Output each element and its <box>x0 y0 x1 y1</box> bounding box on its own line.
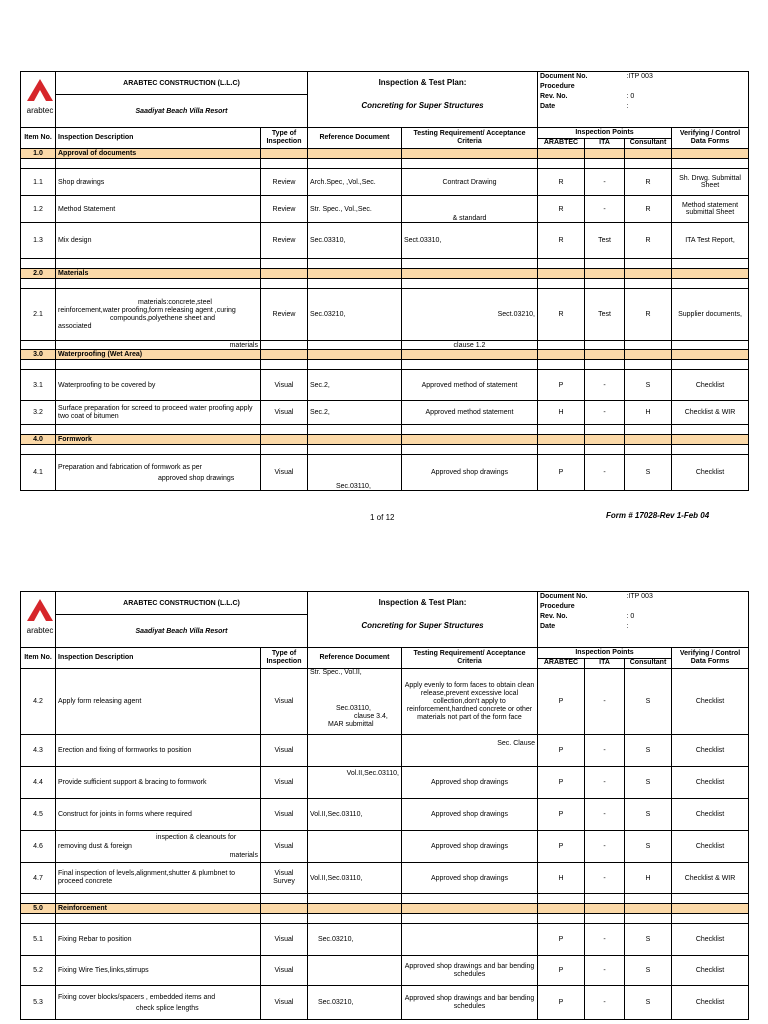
arabtec-logo-icon <box>23 77 56 121</box>
col-reference: Reference Document <box>308 648 402 669</box>
itp-page-1 <box>20 71 748 491</box>
table-row: 4.6 inspection & cleanouts for removing dust & foreign materials Visual Approved shop drawings P - S Checklist <box>21 831 749 863</box>
table-row: materials clause 1.2 <box>21 341 749 350</box>
col-type: Type of Inspection <box>261 128 308 149</box>
table-row: 4.2 Apply form releasing agent Visual Str. Spec., Vol.II, Sec.03110, clause 3.4, MAR submittal Apply evenly to form faces to obtain clean release,prevent excessive local collection,don't apply to reinforcement,hardned concrete or other materials not part of the form face P - S Checklist <box>21 669 749 735</box>
company-name: ARABTEC CONSTRUCTION (L.L.C) <box>56 72 308 95</box>
section-title: Waterproofing (Wet Area) <box>56 350 261 360</box>
table-row: 3.2 Surface preparation for screed to proceed water proofing apply two coat of bitumen Visual Sec.2, Approved method statement H - H Checklist & WIR <box>21 401 749 425</box>
rev-value: : 0 <box>626 613 635 620</box>
col-consultant: Consultant <box>625 658 672 669</box>
project-name: Saadiyat Beach Villa Resort <box>56 615 308 648</box>
itp-table-page-2 <box>20 591 749 1020</box>
date-label: Date <box>540 103 556 110</box>
rev-label: Rev. No. <box>540 613 568 620</box>
svg-text:arabtec: arabtec <box>26 625 54 635</box>
section-row: 4.0 Formwork <box>21 435 749 445</box>
col-item-no: Item No. <box>21 128 56 149</box>
arabtec-logo <box>21 592 56 648</box>
project-name: Saadiyat Beach Villa Resort <box>56 95 308 128</box>
page-number: 1 of 12 <box>370 513 395 522</box>
section-title: Approval of documents <box>56 149 261 159</box>
table-row: 5.3 Fixing cover blocks/spacers , embedded items and check splice lengths Visual Sec.03210, Approved shop drawings and bar bending schedules P - S Checklist <box>21 986 749 1020</box>
date-value: : <box>626 103 629 110</box>
rev-value: : 0 <box>626 93 635 100</box>
table-row: 4.7 Final inspection of levels,alignment,shutter & plumbnet to proceed concrete Visual Survey Vol.II,Sec.03110, Approved shop drawings H - H Checklist & WIR <box>21 863 749 894</box>
section-title: Reinforcement <box>56 904 261 914</box>
section-row: 1.0 Approval of documents <box>21 149 749 159</box>
col-type: Type of Inspection <box>261 648 308 669</box>
table-row: 3.1 Waterproofing to be covered by Visual Sec.2, Approved method of statement P - S Checklist <box>21 370 749 401</box>
company-name: ARABTEC CONSTRUCTION (L.L.C) <box>56 592 308 615</box>
plan-subtitle: Concreting for Super Structures <box>361 621 484 630</box>
doc-no-label: Document No. <box>540 73 588 80</box>
table-row: 4.4 Provide sufficient support & bracing to formwork Visual Vol.II,Sec.03110, Approved shop drawings P - S Checklist <box>21 767 749 799</box>
arabtec-logo <box>21 72 56 128</box>
doc-no-label: Document No. <box>540 593 588 600</box>
itp-page-2 <box>20 591 748 1020</box>
col-description: Inspection Description <box>56 648 261 669</box>
section-row: 2.0 Materials <box>21 269 749 279</box>
col-testing: Testing Requirement/ Acceptance Criteria <box>402 128 538 149</box>
procedure-label: Procedure <box>540 603 575 610</box>
section-title: Formwork <box>56 435 261 445</box>
table-row: 1.1 Shop drawings Review Arch.Spec, ,Vol.,Sec. Contract Drawing R - R Sh. Drwg. Submittal Sheet <box>21 169 749 196</box>
table-row: 5.2 Fixing Wire Ties,links,stirrups Visual Approved shop drawings and bar bending schedules P - S Checklist <box>21 956 749 986</box>
col-reference: Reference Document <box>308 128 402 149</box>
col-testing: Testing Requirement/ Acceptance Criteria <box>402 648 538 669</box>
plan-title-block <box>308 72 538 128</box>
date-value: : <box>626 623 629 630</box>
col-arabtec: ARABTEC <box>538 138 585 149</box>
date-label: Date <box>540 623 556 630</box>
rev-label: Rev. No. <box>540 93 568 100</box>
section-row: 5.0 Reinforcement <box>21 904 749 914</box>
section-title: Materials <box>56 269 261 279</box>
doc-no-value: :ITP 003 <box>626 73 653 80</box>
table-row: 5.1 Fixing Rebar to position Visual Sec.03210, P - S Checklist <box>21 924 749 956</box>
col-description: Inspection Description <box>56 128 261 149</box>
col-inspection-points: Inspection Points <box>538 128 672 139</box>
table-row: 2.1 materials:concrete,steel reinforcement,water proofing,form releasing agent ,curing compounds,polyethene sheet and associated Review Sec.03210, Sect.03210, R Test R Supplier documents, <box>21 289 749 341</box>
col-arabtec: ARABTEC <box>538 658 585 669</box>
col-ita: ITA <box>585 138 625 149</box>
doc-meta-labels <box>538 72 625 128</box>
plan-title: Inspection & Test Plan: <box>378 598 467 607</box>
doc-meta-labels <box>538 592 625 648</box>
col-item-no: Item No. <box>21 648 56 669</box>
table-row: 4.1 Preparation and fabrication of formwork as per approved shop drawings Visual Sec.03110, Approved shop drawings P - S Checklist <box>21 455 749 491</box>
table-row: 4.3 Erection and fixing of formworks to position Visual Sec. Clause P - S Checklist <box>21 735 749 767</box>
col-verifying: Verifying / Control Data Forms <box>672 648 749 669</box>
plan-title-block <box>308 592 538 648</box>
table-row: 1.2 Method Statement Review Str. Spec., Vol.,Sec. & standard R - R Method statement submittal Sheet <box>21 196 749 223</box>
section-row: 3.0 Waterproofing (Wet Area) <box>21 350 749 360</box>
arabtec-logo-icon <box>23 597 56 641</box>
doc-meta-values <box>625 592 749 648</box>
col-ita: ITA <box>585 658 625 669</box>
plan-title: Inspection & Test Plan: <box>378 78 467 87</box>
col-consultant: Consultant <box>625 138 672 149</box>
doc-no-value: :ITP 003 <box>626 593 653 600</box>
plan-subtitle: Concreting for Super Structures <box>361 101 484 110</box>
col-verifying: Verifying / Control Data Forms <box>672 128 749 149</box>
form-number: Form # 17028-Rev 1-Feb 04 <box>606 511 710 520</box>
itp-table-page-1 <box>20 71 749 491</box>
table-row: 1.3 Mix design Review Sec.03310, Sect.03310, R Test R ITA Test Report, <box>21 223 749 259</box>
svg-text:arabtec: arabtec <box>26 105 54 115</box>
procedure-label: Procedure <box>540 83 575 90</box>
table-row: 4.5 Construct for joints in forms where required Visual Vol.II,Sec.03110, Approved shop drawings P - S Checklist <box>21 799 749 831</box>
col-inspection-points: Inspection Points <box>538 648 672 659</box>
doc-meta-values <box>625 72 749 128</box>
